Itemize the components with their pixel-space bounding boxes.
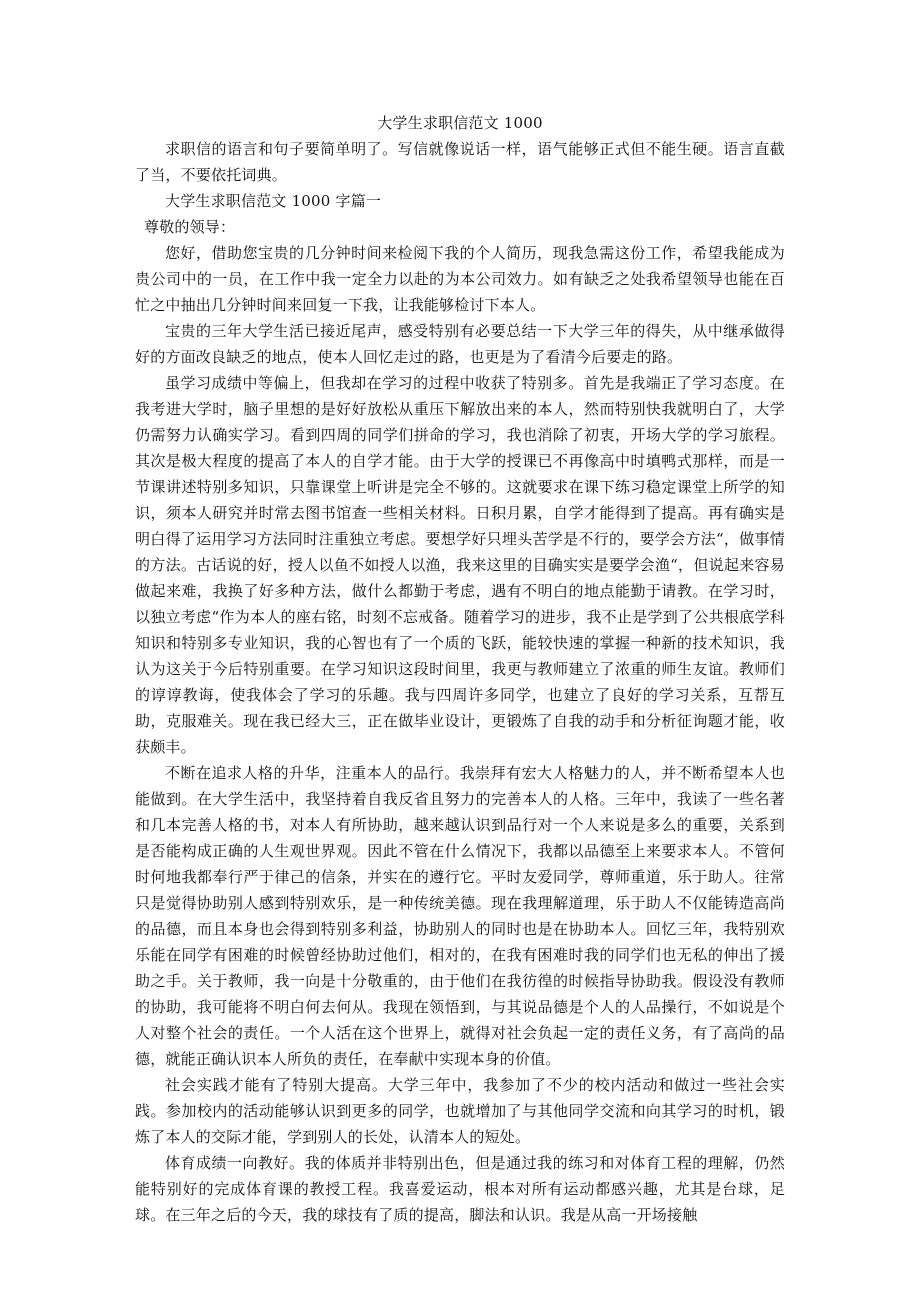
body-paragraph-1: 您好，借助您宝贵的几分钟时间来检阅下我的个人简历，现我急需这份工作，希望我能成为贵公司中的一员，在工作中我一定全力以赴的为本公司效力。如有缺乏之处我希望领导也能在百忙之中抽出几分钟时间来回复一下我，让我能够检讨下本人。 <box>135 244 785 314</box>
page-title: 大学生求职信范文 1000 <box>377 114 543 132</box>
intro-paragraph: 求职信的语言和句子要简单明了。写信就像说话一样，语气能够正式但不能生硬。语言直截了当，不要依托词典。 <box>135 140 785 184</box>
body-paragraph-6: 体育成绩一向教好。我的体质并非特别出色，但是通过我的练习和对体育工程的理解，仍然能特别好的完成体育课的教授工程。我喜爱运动，根本对所有运动都感兴趣，尤其是台球，足球。在三年之后的今天，我的球技有了质的提高，脚法和认识。我是从高一开场接触 <box>135 1154 785 1224</box>
salutation: 尊敬的领导： <box>144 218 236 236</box>
body-paragraph-3: 虽学习成绩中等偏上，但我却在学习的过程中收获了特别多。首先是我端正了学习态度。在我考进大学时，脑子里想的是好好放松从重压下解放出来的本人，然而特别快我就明白了，大学仍需努力认确实学习。看到四周的同学们拼命的学习，我也消除了初衷，开场大学的学习旅程。其次是极大程度的提高了本人的自学才能。由于大学的授课已不再像高中时填鸭式那样，而是一节课讲述特别多知识，只靠课堂上听讲是完全不够的。这就要求在课下练习稳定课堂上所学的知识，须本人研究并时常去图书馆查一些相关材料。日积月累，自学才能得到了提高。再有确实是明白得了运用学习方法同时注重独立考虑。要想学好只埋头苦学是不行的，要学会方法“，做事情的方法。古话说的好，授人以鱼不如授人以渔，我来这里的目确实实是要学会渔“，但说起来容易做起来难，我换了好多种方法，做什么都勤于考虑，遇有不明白的地点能勤于请教。在学习时，以独立考虑“作为本人的座右铭，时刻不忘戒备。随着学习的进步，我不止是学到了公共根底学科知识和特别多专业知识，我的心智也有了一个质的飞跃，能较快速的掌握一种新的技术知识，我认为这关于今后特别重要。在学习知识这段时间里，我更与教师建立了浓重的师生友谊。教师们的谆谆教诲，使我体会了学习的乐趣。我与四周许多同学，也建立了良好的学习关系，互帮互助，克服难关。现在我已经大三，正在做毕业设计，更锻炼了自我的动手和分析征询题才能，收获颇丰。 <box>135 374 785 756</box>
document-body <box>135 110 785 1228</box>
body-paragraph-4: 不断在追求人格的升华，注重本人的品行。我崇拜有宏大人格魅力的人，并不断希望本人也能做到。在大学生活中，我坚持着自我反省且努力的完善本人的人格。三年中，我读了一些名著和几本完善人格的书，对本人有所协助，越来越认识到品行对一个人来说是多么的重要，关系到是否能构成正确的人生观世界观。因此不管在什么情况下，我都以品德至上来要求本人。不管何时何地我都奉行严于律己的信条，并实在的遵行它。平时友爱同学，尊师重道，乐于助人。往常只是觉得协助别人感到特别欢乐，是一种传统美德。现在我理解道理，乐于助人不仅能铸造高尚的品德，而且本身也会得到特别多利益，协助别人的同时也是在协助本人。回忆三年，我特别欢乐能在同学有困难的时候曾经协助过他们，相对的，在我有困难时我的同学们也无私的伸出了援助之手。关于教师，我一向是十分敬重的，由于他们在我彷徨的时候指导协助我。假设没有教师的协助，我可能将不明白何去何从。我现在领悟到，与其说品德是个人的人品操行，不如说是个人对整个社会的责任。一个人活在这个世界上，就得对社会负起一定的责任义务，有了高尚的品德，就能正确认识本人所负的责任，在奉献中实现本身的价值。 <box>135 764 785 1068</box>
body-paragraph-2: 宝贵的三年大学生活已接近尾声，感受特别有必要总结一下大学三年的得失，从中继承做得好的方面改良缺乏的地点，使本人回忆走过的路，也更是为了看清今后要走的路。 <box>135 322 785 366</box>
section-heading: 大学生求职信范文 1000 字篇一 <box>165 192 382 210</box>
body-paragraph-5: 社会实践才能有了特别大提高。大学三年中，我参加了不少的校内活动和做过一些社会实践。参加校内的活动能够认识到更多的同学，也就增加了与其他同学交流和向其学习的时机，锻炼了本人的交际才能，学到别人的长处，认清本人的短处。 <box>135 1076 785 1146</box>
